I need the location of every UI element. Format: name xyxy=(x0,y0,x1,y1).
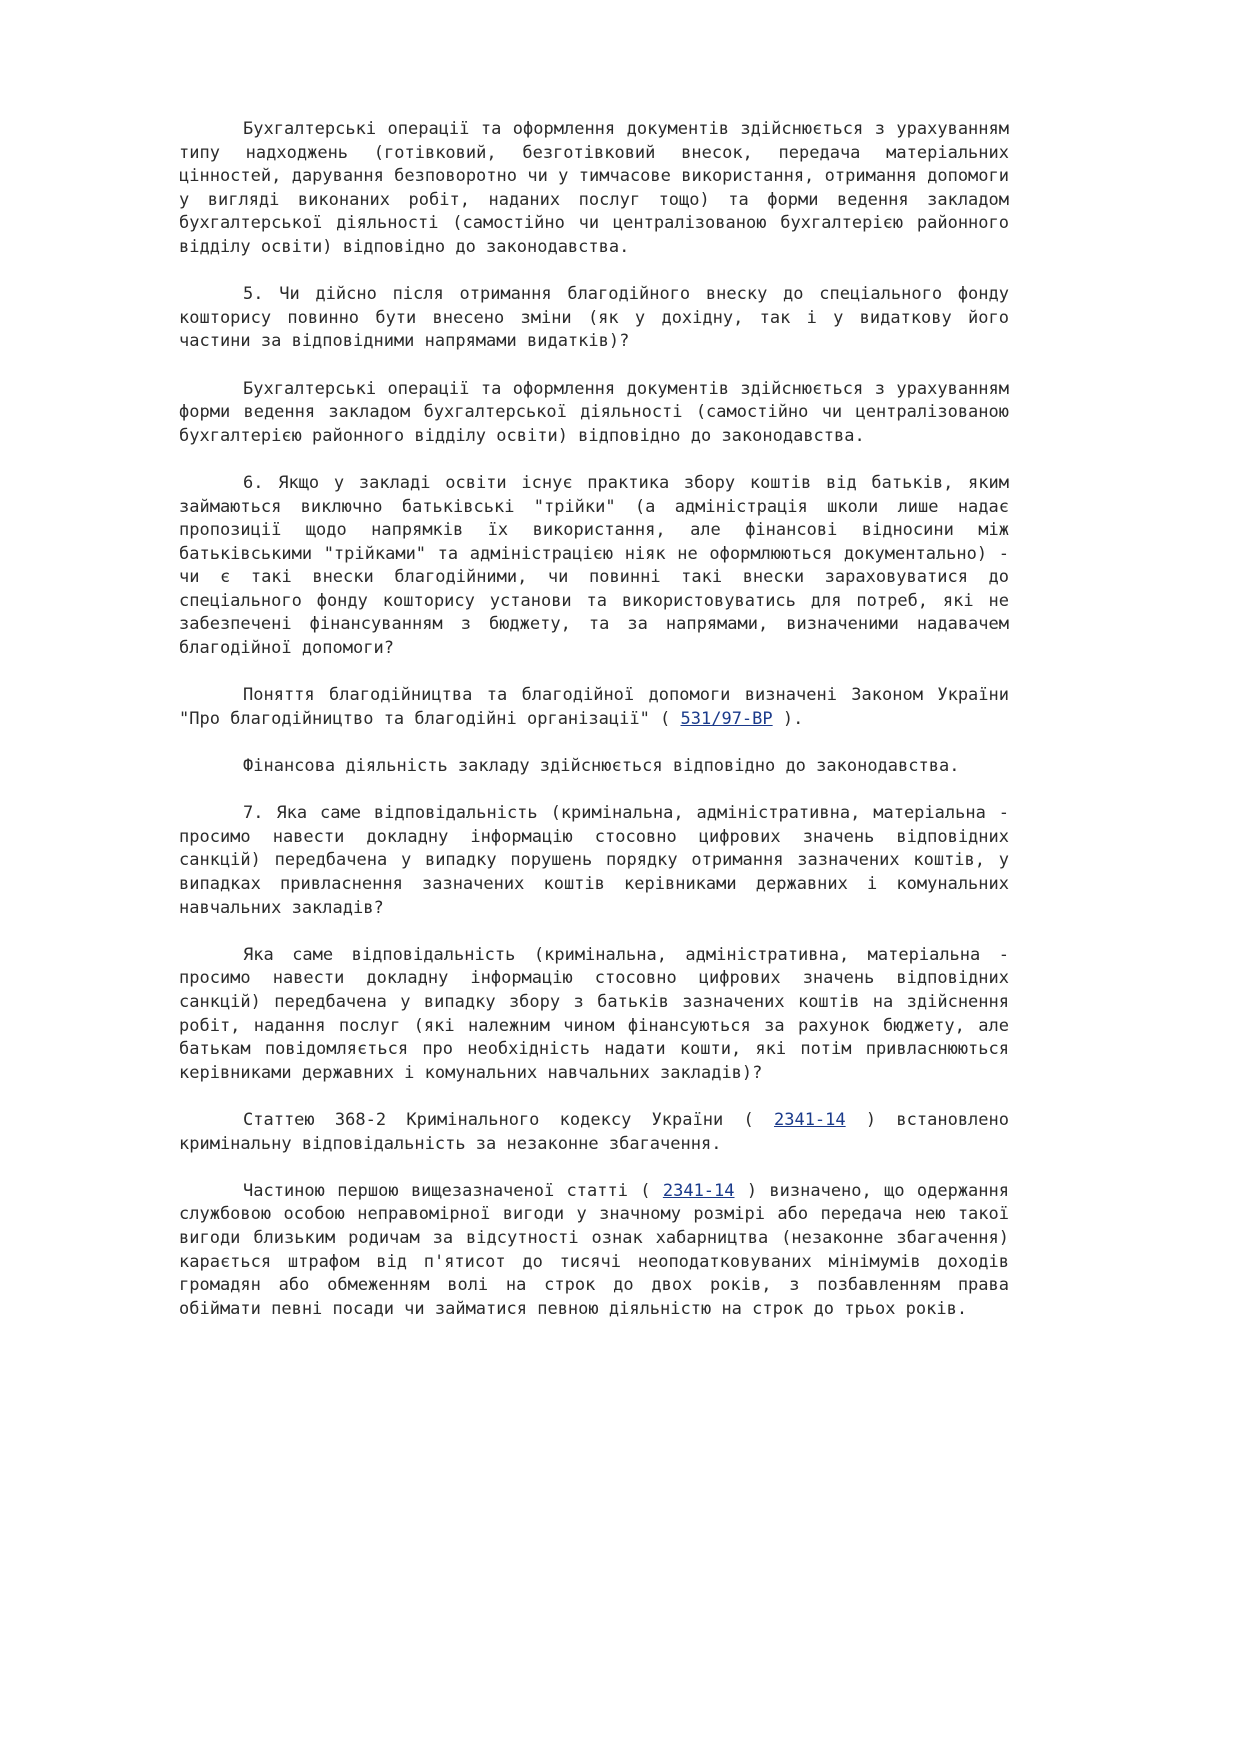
question-6: 6. Якщо у закладі освіти існує практика збору коштів від батьків, яким займаються виключно батьківські "трійки" (а адміністрація школи лише надає пропозиції щодо напрямків їх використання, але фінансові відносини між батьківськими "трійками" та адміністрацією ніяк не оформлюються документально) - чи є такі внески благодійними, чи повинні такі внески зараховуватися до спеціального фонду кошторису установи та використовуватись для потреб, які не забезпечені фінансуванням з бюджету, та за напрямами, визначеними надавачем благодійної допомоги? xyxy=(179,472,1009,659)
answer-7-part-one xyxy=(179,1180,1009,1322)
law-link-2341-14[interactable]: 2341-14 xyxy=(773,1109,846,1130)
question-7-continued: Яка саме відповідальність (кримінальна, адміністративна, матеріальна - просимо навести докладну інформацію стосовно цифрових значень відповідних санкцій) передбачена у випадку збору з батьків зазначених коштів на здійснення робіт, надання послуг (які належним чином фінансуються за рахунок бюджету, але батькам повідомляється про необхідність надати кошти, які потім привласнюються керівниками державних і комунальних навчальних закладів)? xyxy=(179,944,1009,1083)
answer-6-text-before: Поняття благодійництва та благодійної допомоги визначені Законом України "Про благодійництво та благодійні організації" ( xyxy=(179,685,1009,729)
paragraph-accounting-types: Бухгалтерські операції та оформлення документів здійснюється з урахуванням типу надходжень (готівковий, безготівковий внесок, передача матеріальних цінностей, дарування безповоротно чи у тимчасове використання, отримання допомоги у вигляді виконаних робіт, наданих послуг тощо) та форми ведення закладом бухгалтерської діяльності (самостійно чи централізованою бухгалтерією районного відділу освіти) відповідно до законодавства. xyxy=(179,119,1009,257)
answer-6-financial-activity: Фінансова діяльність закладу здійснюється відповідно до законодавства. xyxy=(243,756,960,777)
question-5: 5. Чи дійсно після отримання благодійного внеску до спеціального фонду кошторису повинно бути внесено зміни (як у дохідну, так і у видаткову його частини за відповідними напрямами видатків)? xyxy=(179,284,1009,352)
answer-7b-text-after: ) визначено, що одержання службовою особою неправомірної вигоди у значному розмірі або передача нею такої вигоди близьким родичам за відсутності ознак хабарництва (незаконне збагачення) карається штрафом від п'ятисот до тисячі неоподатковуваних мінімумів доходів громадян або обмеженням волі на строк до двох років, з позбавленням права обіймати певні посади чи займатися певною діяльністю на строк до трьох років. xyxy=(179,1180,1009,1319)
document-body xyxy=(179,118,1009,1345)
law-link-2341-14-second[interactable]: 2341-14 xyxy=(662,1180,735,1201)
question-7: 7. Яка саме відповідальність (кримінальна, адміністративна, матеріальна - просимо навести докладну інформацію стосовно цифрових значень відповідних санкцій) передбачена у випадку порушень порядку отримання зазначених коштів, у випадках привласнення зазначених коштів керівниками державних і комунальних навчальних закладів? xyxy=(179,803,1009,918)
answer-6-charity-concept xyxy=(179,684,1009,731)
answer-7-article-368 xyxy=(179,1109,1009,1156)
answer-5: Бухгалтерські операції та оформлення документів здійснюється з урахуванням форми ведення закладом бухгалтерської діяльності (самостійно чи централізованою бухгалтерією районного відділу освіти) відповідно до законодавства. xyxy=(179,378,1009,446)
law-link-531-97[interactable]: 531/97-ВР xyxy=(680,708,773,729)
answer-6-text-after: ). xyxy=(772,708,804,729)
answer-7-text-after: ) встановлено кримінальну відповідальність за незаконне збагачення. xyxy=(179,1109,1009,1154)
answer-7b-text-before: Частиною першою вищезазначеної статті ( xyxy=(243,1180,663,1201)
answer-7-text-before: Статтею 368-2 Кримінального кодексу України ( xyxy=(243,1109,774,1130)
